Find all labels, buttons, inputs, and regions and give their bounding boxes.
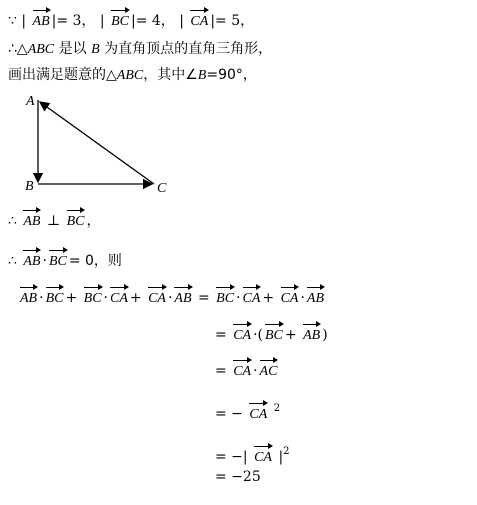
magnitude-bc-text: |= 4， xyxy=(130,13,175,29)
dot-product-zero xyxy=(8,252,122,271)
abs-bar: | xyxy=(278,449,284,465)
vector-bc: BC xyxy=(265,328,283,343)
vector-ca: CA xyxy=(242,291,261,306)
statement-text: ，其中∠ xyxy=(143,67,198,83)
final-result xyxy=(215,468,261,486)
result-text: = −25 xyxy=(215,469,261,485)
triangle-name: ABC xyxy=(27,42,55,57)
vertex-b: B xyxy=(91,42,100,57)
vector-ab: AB xyxy=(174,291,192,306)
equals: = xyxy=(215,327,227,343)
exponent: 2 xyxy=(273,403,281,414)
vector-ab: AB xyxy=(32,14,50,29)
statement-text: 是以 xyxy=(58,41,87,57)
step-factor: = CA ·( BC + AB ) xyxy=(215,327,328,343)
therefore-symbol: ∴ xyxy=(8,213,17,229)
vector-bc: BC xyxy=(45,291,64,306)
vector-ab: AB xyxy=(20,291,38,306)
perpendicular-statement xyxy=(8,212,100,231)
vector-ab: AB xyxy=(303,328,321,343)
step-square xyxy=(215,400,280,424)
triangle-name: ABC xyxy=(116,68,144,83)
vector-ca: CA xyxy=(249,407,268,422)
step-magnitude-square xyxy=(215,443,290,467)
therefore-symbol: ∴ xyxy=(8,41,17,57)
vector-ca: CA xyxy=(254,450,272,465)
vector-ab: AB xyxy=(23,214,41,229)
magnitude-ab-text: |= 3， xyxy=(51,13,96,29)
vector-ca: CA xyxy=(148,291,166,306)
vector-bc: BC xyxy=(83,291,102,306)
vector-ac: AC xyxy=(259,364,278,379)
abs-bar: | xyxy=(99,13,105,29)
abs-bar: | xyxy=(21,13,27,29)
abs-bar: | xyxy=(179,13,184,29)
comma: ， xyxy=(86,213,101,229)
vector-bc: BC xyxy=(48,254,67,269)
vector-ab: AB xyxy=(23,254,41,269)
equals-negative: = − xyxy=(215,406,243,422)
perp-symbol: ⊥ xyxy=(46,213,61,229)
equals-negative: = −| xyxy=(215,449,248,465)
vector-ca: CA xyxy=(109,291,128,306)
vector-ca: CA xyxy=(233,364,252,379)
statement-text: 为直角顶点的直角三角形， xyxy=(104,41,273,57)
vector-ca: CA xyxy=(280,291,299,306)
right-triangle-statement xyxy=(8,40,272,59)
label-c: C xyxy=(157,181,167,196)
given-magnitudes xyxy=(8,12,254,31)
vector-bc: BC xyxy=(111,14,129,29)
label-a: A xyxy=(26,94,35,109)
dot-symbol: · xyxy=(42,253,47,269)
zero-text: = 0，则 xyxy=(68,253,122,269)
vertex-b: B xyxy=(197,68,207,83)
statement-text: =90°， xyxy=(206,67,257,83)
because-symbol: ∵ xyxy=(8,13,17,29)
draw-triangle-statement xyxy=(8,66,257,85)
triangle-symbol: △ xyxy=(16,41,28,57)
therefore-symbol: ∴ xyxy=(8,253,17,269)
label-b: B xyxy=(25,179,34,194)
vector-ca: CA xyxy=(233,328,252,343)
statement-text: 画出满足题意的△ xyxy=(8,67,117,83)
triangle-diagram xyxy=(20,92,180,202)
main-equation: AB · BC + BC · CA + CA · AB = BC · CA + CA · AB xyxy=(20,290,325,306)
vector-ca: CA xyxy=(190,14,209,29)
vector-bc: BC xyxy=(66,214,85,229)
magnitude-ca-text: |= 5， xyxy=(210,13,255,29)
vector-bc: BC xyxy=(216,291,235,306)
equals: = xyxy=(215,363,227,379)
vector-ca-arrow xyxy=(40,102,154,184)
step-sum: = CA · AC xyxy=(215,363,278,379)
exponent: 2 xyxy=(283,446,290,457)
vector-ab: AB xyxy=(306,291,325,306)
